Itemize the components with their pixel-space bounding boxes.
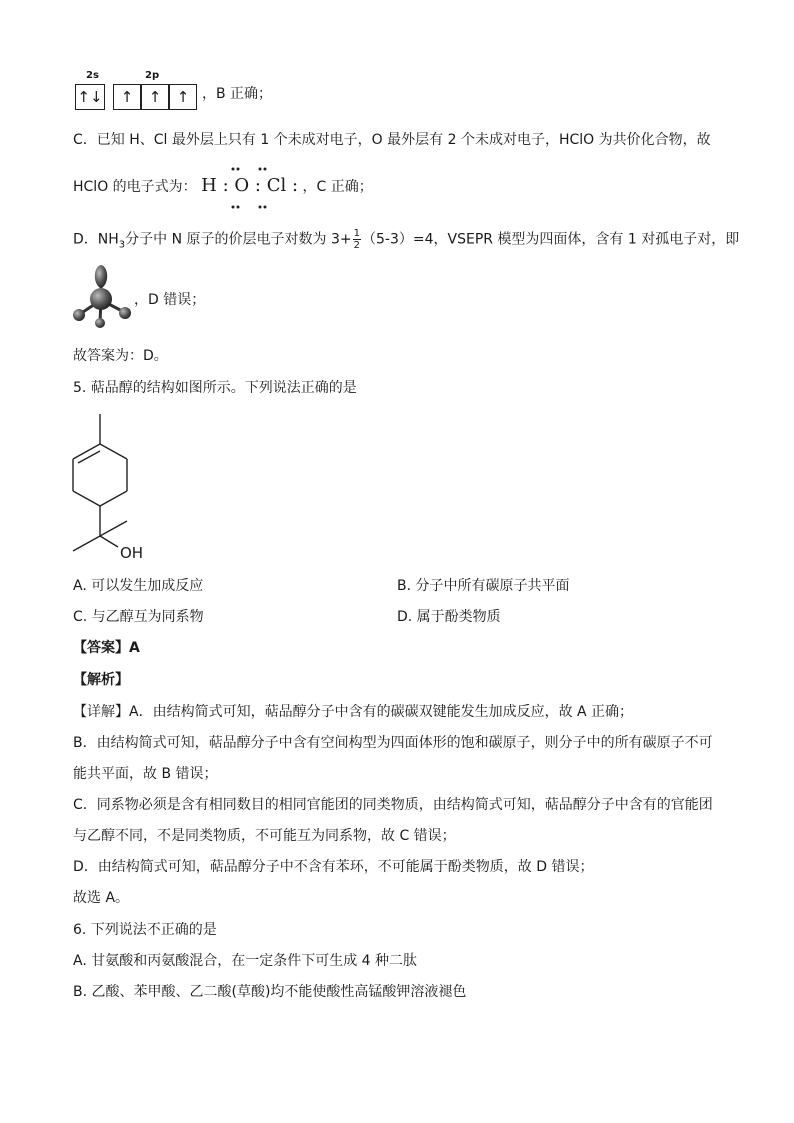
q5-option-d: D. 属于酚类物质 [397,609,501,625]
line-d-mid: 分子中 N 原子的价层电子对数为 3+ [125,231,352,248]
q5-option-a: A. 可以发生加成反应 [73,578,204,594]
line-d-prefix: D．NH [73,231,119,248]
detail-line-1: 【详解】A．由结构简式可知，萜品醇分子中含有的碳碳双键能发生加成反应，故 A 正确； [73,704,634,720]
line-c2-suffix: ，C 正确； [302,179,373,195]
terpineol-structure [68,408,168,568]
q5-option-b: B. 分子中所有碳原子共平面 [397,578,570,594]
fraction-one-half [353,228,361,251]
answer-label: 【答案】A [73,640,140,656]
lewis-colon-1: : [222,175,229,196]
model-suffix: ，D 错误； [134,292,206,308]
structure-oh-label: OH [120,544,144,562]
fraction-numerator: 1 [353,228,360,239]
lewis-colon-3: : [291,175,299,196]
detail-line-4: C．同系物必须是含有相同数目的相同官能团的同类物质，由结构简式可知，萜品醇分子中含有的官能团 [73,797,713,813]
line-c2-prefix: HClO 的电子式为： [73,179,197,195]
detail-line-6: D．由结构简式可知，萜品醇分子中不含有苯环，不可能属于酚类物质，故 D 错误； [73,859,594,875]
line-c2 [73,176,373,197]
analysis-label: 【解析】 [73,672,129,688]
q6-option-b: B. 乙酸、苯甲酸、乙二酸(草酸)均不能使酸性高锰酸钾溶液褪色 [73,984,467,1000]
lewis-cl: Cl [266,175,287,196]
line-d-suffix: （5-3）=4，VSEPR 模型为四面体，含有 1 对孤电子对，即 [362,231,740,248]
detail-line-5: 与乙醇不同，不是同类物质，不可能互为同系物，故 C 错误； [73,828,456,844]
lewis-h: H [201,175,217,196]
lewis-o: O [234,175,250,196]
orbital-box-2p-2: ↑ [141,84,169,110]
lewis-colon-2: : [254,175,261,196]
orbital-box-2p-3: ↑ [169,84,197,110]
detail-line-3: 能共平面，故 B 错误； [73,766,218,782]
fraction-denominator: 2 [353,240,360,251]
detail-line-2: B．由结构简式可知，萜品醇分子中含有空间构型为四面体形的饱和碳原子，则分子中的所有碳原子不可 [73,735,713,751]
answer-q4: 故答案为：D。 [73,348,168,364]
hclo-lewis-structure [201,176,298,196]
line-d [73,228,739,255]
nh3-molecule-model [70,262,140,332]
orbital-box-2p-1: ↑ [113,84,141,110]
question-6: 6. 下列说法不正确的是 [73,922,217,938]
orbital-label-2p: 2p [145,70,160,81]
q6-option-a: A. 甘氨酸和丙氨酸混合，在一定条件下可生成 4 种二肽 [73,953,418,969]
orbital-label-2s: 2s [86,70,99,81]
orbital-box-2s: ↑↓ [75,84,105,110]
line-c1: C．已知 H、Cl 最外层上只有 1 个未成对电子，O 最外层有 2 个未成对电子，HClO 为共价化合物，故 [73,132,711,148]
orbital-diagram [75,70,205,112]
orbital-suffix: ，B 正确； [202,86,273,102]
detail-line-7: 故选 A。 [73,890,130,906]
question-5: 5. 萜品醇的结构如图所示。下列说法正确的是 [73,380,357,396]
line-d-subscript: 3 [118,239,126,251]
q5-option-c: C. 与乙醇互为同系物 [73,609,204,625]
